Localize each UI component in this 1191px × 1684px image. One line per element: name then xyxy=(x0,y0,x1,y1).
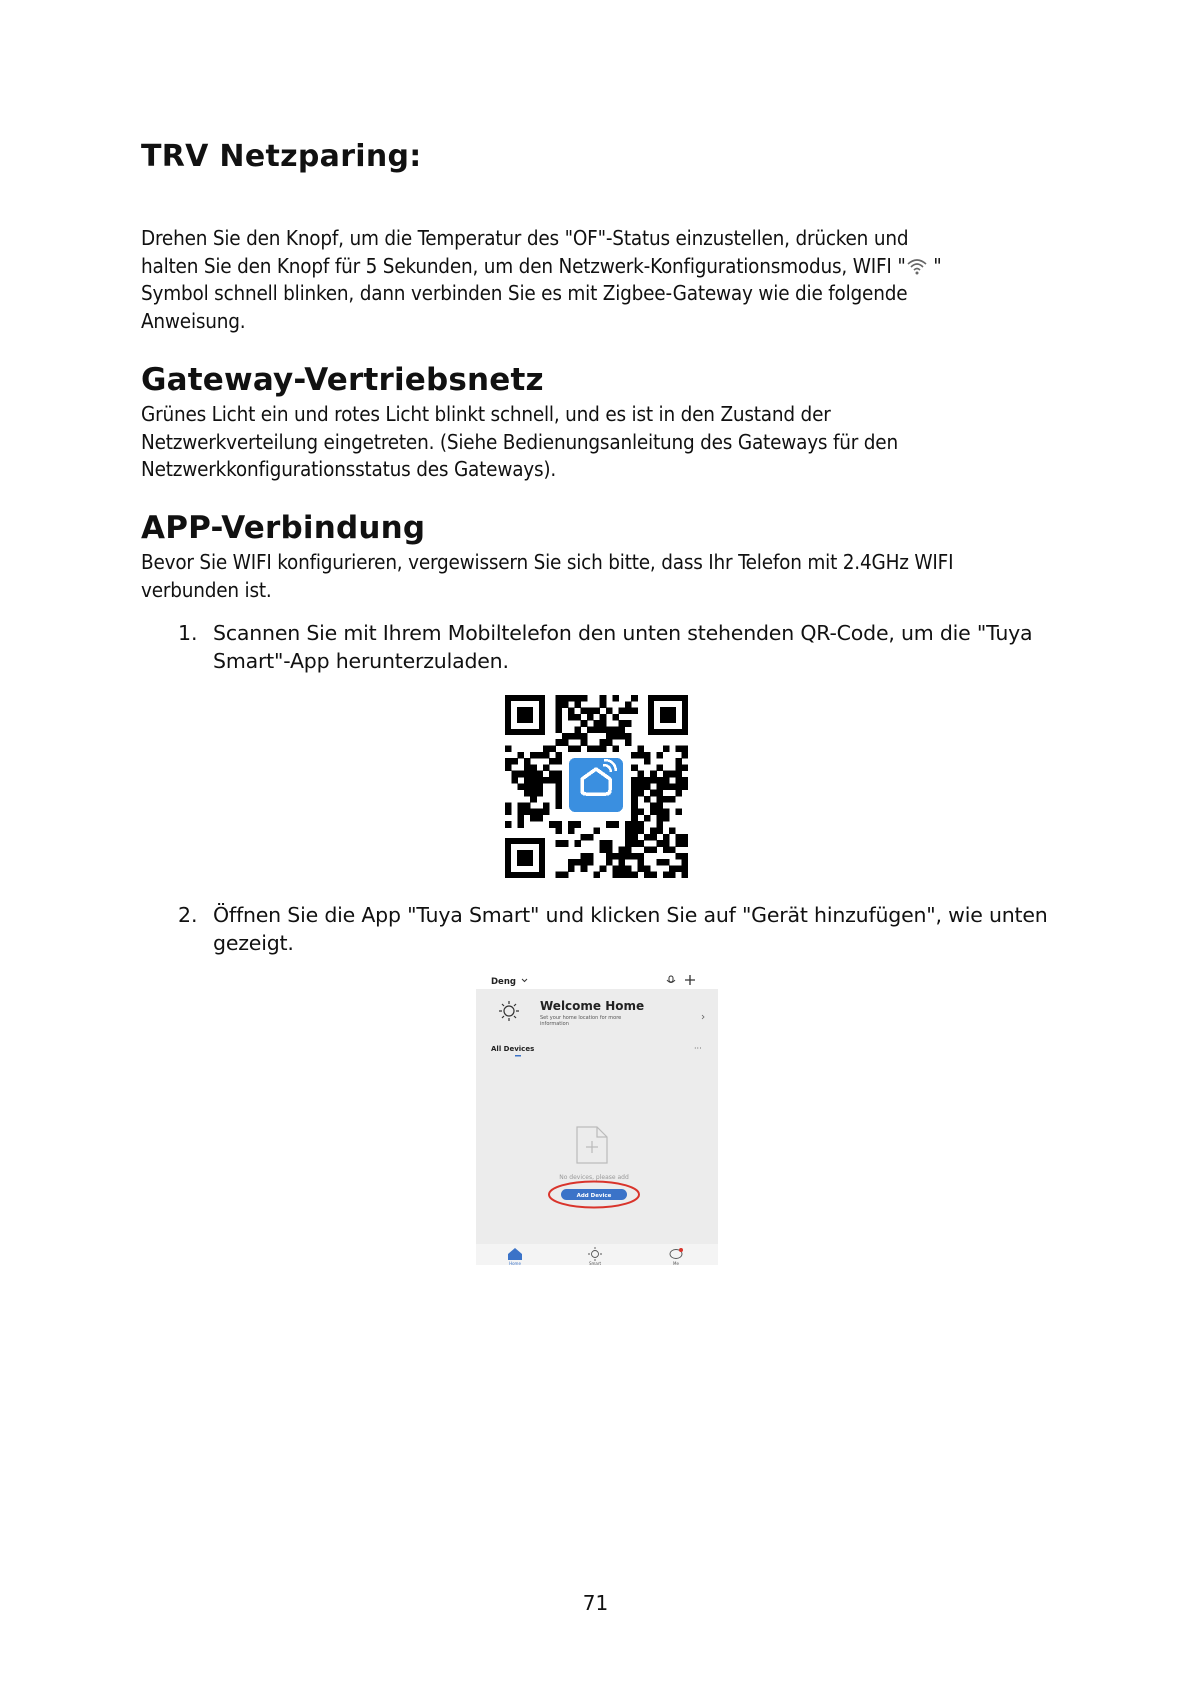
welcome-subtitle-1: Set your home location for more xyxy=(540,1015,622,1021)
app-line-1: Bevor Sie WIFI konfigurieren, vergewissern Sie sich bitte, dass Ihr Telefon mit 2.4GHz WIFI xyxy=(141,550,954,574)
gateway-line-2: Netzwerkverteilung eingetreten. (Siehe Bedienungsanleitung des Gateways für den xyxy=(141,429,898,454)
app-paragraph xyxy=(141,549,1061,604)
page-number: 71 xyxy=(582,1591,609,1615)
gateway-line-1: Grünes Licht ein und rotes Licht blinkt schnell, und es ist in den Zustand der xyxy=(141,402,831,426)
step-1-line-1: Scannen Sie mit Ihrem Mobiltelefon den unten stehenden QR-Code, um die "Tuya xyxy=(213,621,1033,645)
welcome-subtitle-2: information xyxy=(540,1021,569,1027)
user-name[interactable]: Deng xyxy=(491,977,516,987)
app-line-2: verbunden ist. xyxy=(141,577,272,602)
step-2-line-1: Öffnen Sie die App "Tuya Smart" und klicken Sie auf "Gerät hinzufügen", wie unten xyxy=(213,903,1048,927)
welcome-title: Welcome Home xyxy=(540,999,645,1013)
step-2-line-2: gezeigt. xyxy=(213,930,294,955)
qr-code-image xyxy=(505,695,688,878)
app-screenshot xyxy=(473,971,718,1267)
intro-line-4: Anweisung. xyxy=(141,308,246,333)
tab-indicator xyxy=(515,1055,521,1057)
smart-tab-label[interactable]: Smart xyxy=(588,1261,602,1266)
all-devices-tab[interactable]: All Devices xyxy=(491,1045,535,1053)
gateway-paragraph xyxy=(141,401,1061,484)
app-heading: APP-Verbindung xyxy=(141,510,426,546)
tuya-logo-icon xyxy=(566,755,626,815)
step-1-text xyxy=(213,620,1063,675)
home-tab-label[interactable]: Home xyxy=(509,1261,521,1266)
empty-state-text: No devices, please add xyxy=(559,1174,629,1181)
step-1-number: 1. xyxy=(178,621,198,645)
more-icon[interactable]: ··· xyxy=(694,1044,702,1053)
intro-line-3: Symbol schnell blinken, dann verbinden Sie es mit Zigbee-Gateway wie die folgende xyxy=(141,281,908,305)
me-tab-label[interactable]: Me xyxy=(673,1261,679,1266)
intro-line-2: halten Sie den Knopf für 5 Sekunden, um den Netzwerk-Konfigurationsmodus, WIFI " " xyxy=(141,253,942,278)
intro-line-1: Drehen Sie den Knopf, um die Temperatur des "OF"-Status einzustellen, drücken und xyxy=(141,226,909,250)
intro-paragraph xyxy=(141,225,1061,335)
gateway-heading: Gateway-Vertriebsnetz xyxy=(141,362,544,398)
add-device-label: Add Device xyxy=(576,1193,612,1199)
step-2-text xyxy=(213,902,1063,957)
gateway-line-3: Netzwerkkonfigurationsstatus des Gateways). xyxy=(141,457,557,481)
step-2-number: 2. xyxy=(178,903,198,927)
page-title: TRV Netzparing: xyxy=(141,139,422,174)
step-1-line-2: Smart"-App herunterzuladen. xyxy=(213,648,509,673)
wifi-icon xyxy=(906,257,928,275)
